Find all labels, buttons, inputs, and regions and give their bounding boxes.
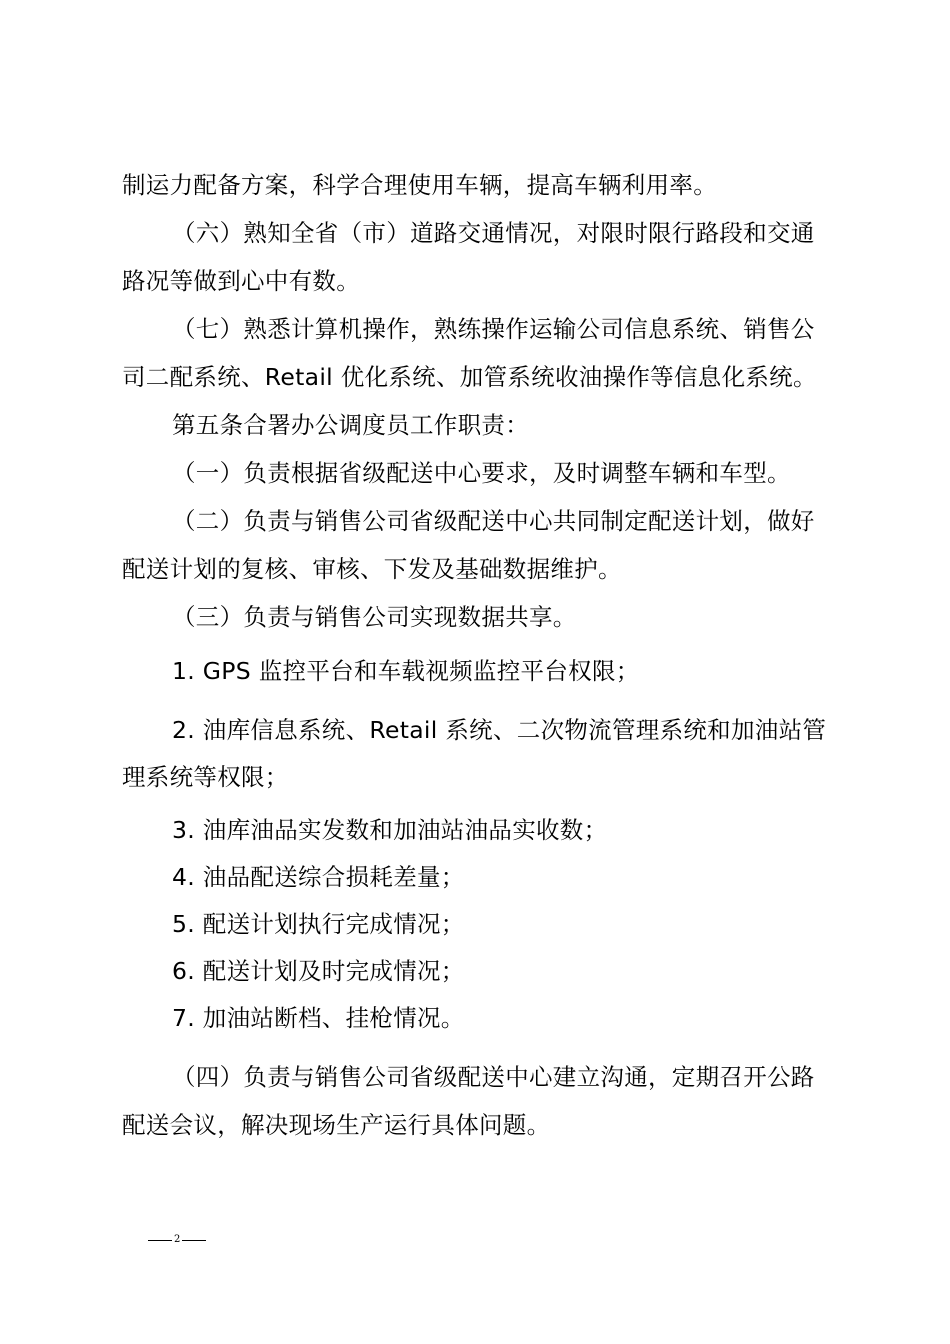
paragraph-line: （六）熟知全省（市）道路交通情况，对限时限行路段和交通 xyxy=(172,219,815,247)
list-item: 4. 油品配送综合损耗差量； xyxy=(172,863,465,891)
list-item: 5. 配送计划执行完成情况； xyxy=(172,910,465,938)
paragraph-line: （三）负责与销售公司实现数据共享。 xyxy=(172,603,577,631)
list-item: 3. 油库油品实发数和加油站油品实收数； xyxy=(172,816,608,844)
paragraph-line: （一）负责根据省级配送中心要求，及时调整车辆和车型。 xyxy=(172,459,791,487)
paragraph-line: （四）负责与销售公司省级配送中心建立沟通，定期召开公路 xyxy=(172,1063,815,1091)
paragraph-line: 配送会议，解决现场生产运行具体问题。 xyxy=(122,1111,551,1139)
paragraph-line: 制运力配备方案，科学合理使用车辆，提高车辆利用率。 xyxy=(122,171,717,199)
footer-dash-right xyxy=(182,1240,206,1241)
paragraph-line: （二）负责与销售公司省级配送中心共同制定配送计划，做好 xyxy=(172,507,815,535)
footer-dash-left xyxy=(148,1240,172,1241)
page-number: 2 xyxy=(174,1234,181,1245)
paragraph-line: 配送计划的复核、审核、下发及基础数据维护。 xyxy=(122,555,622,583)
paragraph-line: 路况等做到心中有数。 xyxy=(122,267,360,295)
list-item: 1. GPS 监控平台和车载视频监控平台权限； xyxy=(172,657,640,685)
list-item-continuation: 理系统等权限； xyxy=(122,763,289,791)
page-footer xyxy=(148,1234,206,1246)
list-item: 2. 油库信息系统、Retail 系统、二次物流管理系统和加油站管 xyxy=(172,716,827,744)
list-item: 7. 加油站断档、挂枪情况。 xyxy=(172,1004,465,1032)
section-heading: 第五条合署办公调度员工作职责： xyxy=(172,411,529,439)
list-item: 6. 配送计划及时完成情况； xyxy=(172,957,465,985)
paragraph-line: （七）熟悉计算机操作，熟练操作运输公司信息系统、销售公 xyxy=(172,315,815,343)
paragraph-line: 司二配系统、Retail 优化系统、加管系统收油操作等信息化系统。 xyxy=(122,363,817,391)
